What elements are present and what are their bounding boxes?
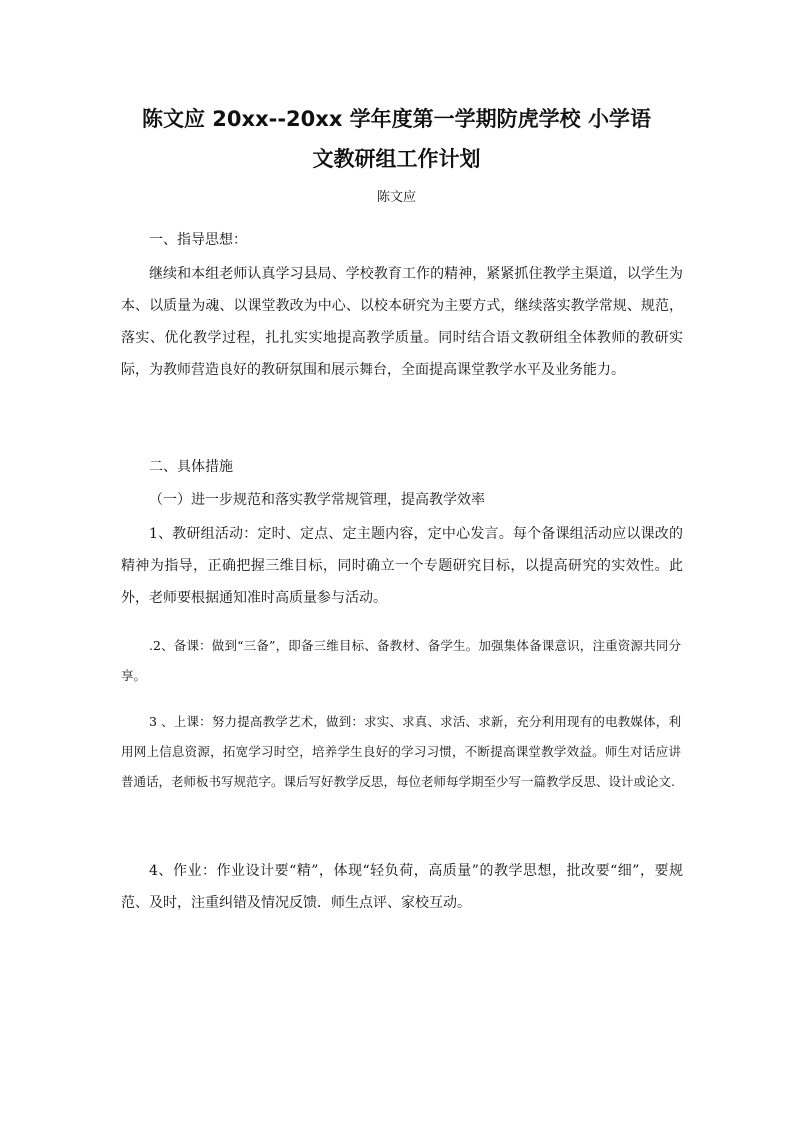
list-item-lesson-prep: .2、备课：做到“三备”，即备三维目标、备教材、备学生。加强集体备课意识，注重资源共同分享。 (121, 638, 681, 683)
section-heading-measures: 二、具体措施 (149, 459, 233, 475)
section-heading-guiding-thought: 一、指导思想： (149, 232, 247, 248)
document-author: 陈文应 (376, 190, 416, 205)
list-item-teaching-research: 1、教研组活动：定时、定点、定主题内容，定中心发言。每个备课组活动应以课改的精神为指导，正确把握三维目标，同时确立一个专题研究目标，以提高研究的实效性。此外，老师要根据通知准时高质量参与活动。 (121, 526, 683, 606)
document-title-line1: 陈文应 20xx--20xx 学年度第一学期防虎学校 小学语 (142, 107, 651, 131)
paragraph-guiding-thought: 继续和本组老师认真学习县局、学校教育工作的精神，紧紧抓住教学主渠道，以学生为本、以质量为魂、以课堂教改为中心、以校本研究为主要方式，继续落实教学常规、规范，落实、优化教学过程，扎扎实实地提高教学质量。同时结合语文教研组全体教师的教研实际，为教师营造良好的教研氛围和展示舞台，全面提高课堂教学水平及业务能力。 (121, 266, 683, 378)
document-title-line2: 文教研组工作计划 (312, 147, 481, 171)
list-item-homework: 4、作业：作业设计要“精”，体现“轻负荷，高质量”的教学思想，批改要“细”，要规范、及时，注重纠错及情况反馈．师生点评、家校互动。 (121, 863, 683, 911)
list-item-classes: 3 、上课：努力提高教学艺术，做到：求实、求真、求活、求新，充分利用现有的电教媒体，利用网上信息资源，拓宽学习时空，培养学生良好的学习习惯，不断提高课堂教学效益。师生对话应讲普通话，老师板书写规范字。课后写好教学反思，每位老师每学期至少写一篇教学反思、设计或论文. (121, 714, 681, 789)
subsection-heading-routine-management: （一）进一步规范和落实教学常规管理，提高教学效率 (149, 492, 485, 508)
